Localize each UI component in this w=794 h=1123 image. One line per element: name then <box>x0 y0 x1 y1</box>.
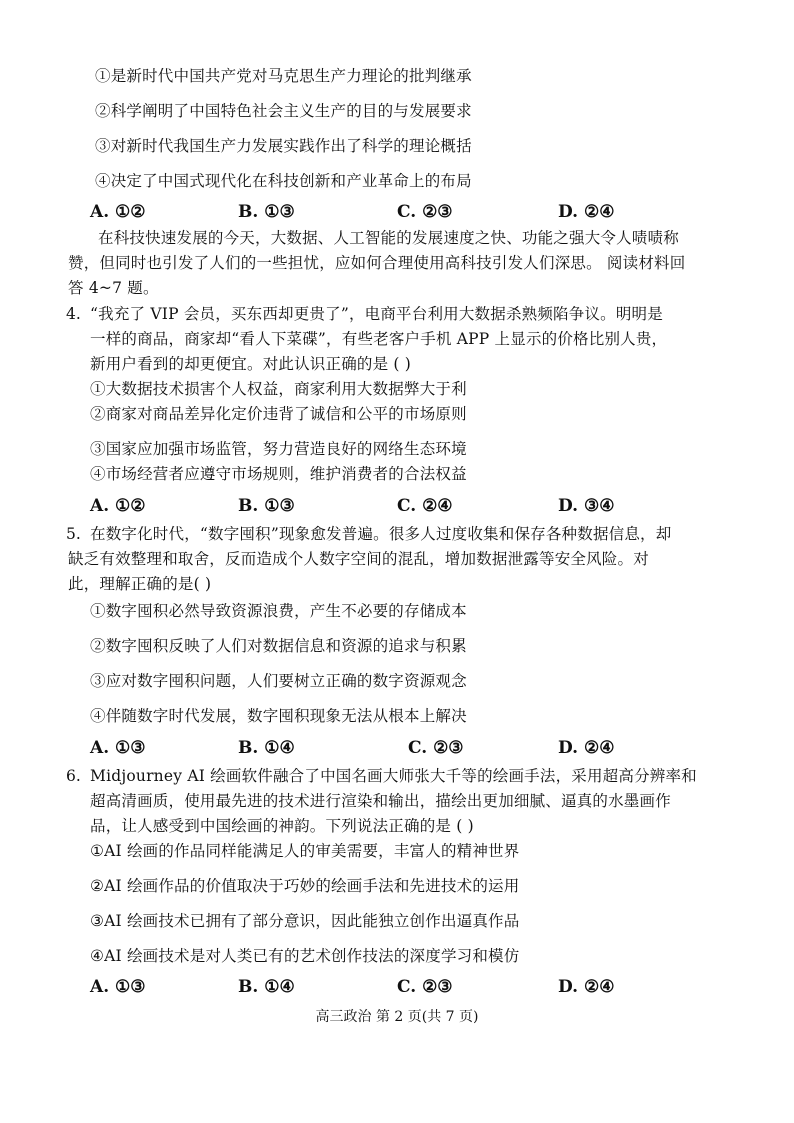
q6-statement-4: ④AI 绘画技术是对人类已有的艺术创作技法的深度学习和模仿 <box>90 947 520 965</box>
q4-statement-1: ①大数据技术损害个人权益，商家利用大数据弊大于利 <box>90 380 467 398</box>
q3-statement-2: ②科学阐明了中国特色社会主义生产的目的与发展要求 <box>95 102 472 120</box>
q3-option-d: D. ②④ <box>558 202 615 222</box>
q5-statement-1: ①数字囤积必然导致资源浪费，产生不必要的存储成本 <box>90 602 467 620</box>
q5-statement-4: ④伴随数字时代发展，数字囤积现象无法从根本上解决 <box>90 707 467 725</box>
intro-line-1: 在科技快速发展的今天，大数据、人工智能的发展速度之快、功能之强大令人啧啧称 <box>98 229 679 247</box>
q3-option-c: C. ②③ <box>397 202 453 222</box>
q6-statement-2: ②AI 绘画作品的价值取决于巧妙的绘画手法和先进技术的运用 <box>90 877 520 895</box>
q4-option-c: C. ②④ <box>397 496 453 516</box>
q4-stem-2: 一样的商品，商家却“看人下菜碟”，有些老客户手机 APP 上显示的价格比别人贵， <box>90 330 668 348</box>
q5-statement-3: ③应对数字囤积问题，人们要树立正确的数字资源观念 <box>90 672 467 690</box>
q6-stem-2: 超高清画质，使用最先进的技术进行渲染和输出，描绘出更加细腻、逼真的水墨画作 <box>90 792 671 810</box>
q6-stem-1: Midjourney AI 绘画软件融合了中国名画大师张大千等的绘画手法，采用超高分辨率和 <box>90 767 697 785</box>
intro-line-3: 答 4~7 题。 <box>68 279 159 297</box>
q3-statement-4: ④决定了中国式现代化在科技创新和产业革命上的布局 <box>95 172 472 190</box>
q5-stem-2: 缺乏有效整理和取舍，反而造成个人数字空间的混乱，增加数据泄露等安全风险。对 <box>68 550 649 568</box>
q3-statement-1: ①是新时代中国共产党对马克思生产力理论的批判继承 <box>95 67 472 85</box>
q4-statement-2: ②商家对商品差异化定价违背了诚信和公平的市场原则 <box>90 405 467 423</box>
q4-stem-3: 新用户看到的却更便宜。对此认识正确的是 ( ) <box>90 355 412 373</box>
q6-stem-3: 品，让人感受到中国绘画的神韵。下列说法正确的是 ( ) <box>90 817 474 835</box>
q4-option-d: D. ③④ <box>558 496 615 516</box>
q5-statement-2: ②数字囤积反映了人们对数据信息和资源的追求与积累 <box>90 637 467 655</box>
q4-option-b: B. ①③ <box>238 496 295 516</box>
q6-option-d: D. ②④ <box>558 977 615 997</box>
q6-option-c: C. ②③ <box>397 977 453 997</box>
q4-statement-3: ③国家应加强市场监管，努力营造良好的网络生态环境 <box>90 440 467 458</box>
intro-line-2: 赞，但同时也引发了人们的一些担忧，应如何合理使用高科技引发人们深思。 阅读材料回 <box>68 254 686 272</box>
q5-stem-1: 在数字化时代，“数字囤积”现象愈发普遍。很多人过度收集和保存各种数据信息，却 <box>90 525 672 543</box>
q5-stem-3: 此，理解正确的是( ) <box>68 575 212 593</box>
q5-option-c: C. ②③ <box>408 738 464 758</box>
q5-option-b: B. ①④ <box>238 738 295 758</box>
q4-number: 4. <box>66 305 81 323</box>
q6-statement-3: ③AI 绘画技术已拥有了部分意识，因此能独立创作出逼真作品 <box>90 912 520 930</box>
q5-number: 5. <box>66 525 81 543</box>
q3-option-a: A. ①② <box>90 202 146 222</box>
q6-statement-1: ①AI 绘画的作品同样能满足人的审美需要，丰富人的精神世界 <box>90 842 520 860</box>
q4-stem-1: “我充了 VIP 会员，买东西却更贵了”，电商平台利用大数据杀熟频陷争议。明明是 <box>90 305 663 323</box>
page-footer: 高三政治 第 2 页(共 7 页) <box>315 1009 479 1025</box>
q6-number: 6. <box>66 767 81 785</box>
q3-option-b: B. ①③ <box>238 202 295 222</box>
q6-option-a: A. ①③ <box>90 977 146 997</box>
q4-statement-4: ④市场经营者应遵守市场规则，维护消费者的合法权益 <box>90 465 467 483</box>
q6-option-b: B. ①④ <box>238 977 295 997</box>
q3-statement-3: ③对新时代我国生产力发展实践作出了科学的理论概括 <box>95 137 472 155</box>
q5-option-d: D. ②④ <box>558 738 615 758</box>
q4-option-a: A. ①② <box>90 496 146 516</box>
q5-option-a: A. ①③ <box>90 738 146 758</box>
